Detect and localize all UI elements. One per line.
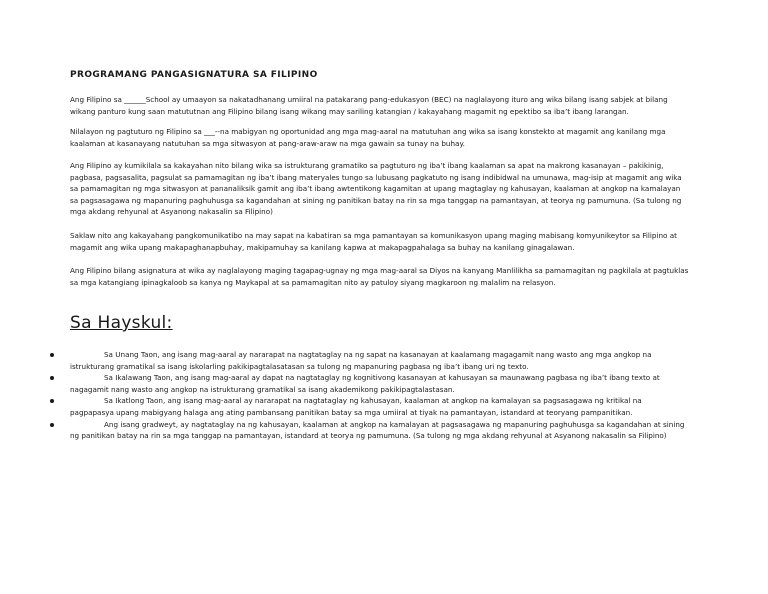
document-title: PROGRAMANG PANGASIGNATURA SA FILIPINO — [70, 70, 318, 80]
paragraph-line: pagbasa, pagsasalita, pagsulat sa pamamagitan ng iba’t ibang materyales tungo sa lubusang pagkatuto ng isang indibidwal na umunawa, mag-isip at magamit ang wika — [70, 172, 682, 182]
list-item-line: Sa Unang Taon, ang isang mag-aaral ay nararapat na nagtataglay na ng sapat na kasanayan at kaalamang magagamit nang wasto ang mga angkop na — [104, 350, 652, 359]
bullet-icon — [50, 353, 54, 357]
list-item — [0, 372, 768, 395]
paragraph-5 — [70, 265, 710, 288]
list-item — [0, 395, 768, 418]
paragraph-line: Ang Filipino sa ______School ay umaayon sa nakatadhanang umiiral na patakarang pang-edukasyon (BEC) na naglalayong ituro ang wika bilang isang sabjek at bilang — [70, 95, 668, 104]
paragraph-4 — [70, 230, 710, 253]
list-item — [0, 349, 768, 372]
section-heading: Sa Hayskul: — [70, 313, 173, 333]
list-item-line: istrukturang gramatikal sa isang iskolarling pakikipagtalasatasan sa tulong ng mapanuring pagbasa ng iba’t ibang uri ng texto. — [70, 361, 529, 371]
bullet-list — [0, 349, 768, 442]
paragraph-2 — [70, 126, 710, 149]
paragraph-line: kaalaman at kasanayang natutuhan sa mga sitwasyon at pang-araw-araw na mga gawain sa tunay na buhay. — [70, 138, 465, 148]
bullet-icon — [50, 423, 54, 427]
paragraph-line: sa pamamagitan ng mga sitwasyon at pananaliksik gamit ang iba’t ibang awtentikong kagamitan at upang magtaglay ng kahusayan, kaalaman at angkop na kamalayan — [70, 184, 681, 193]
paragraph-3 — [70, 160, 710, 218]
paragraph-line: Nilalayon ng pagtuturo ng Filipino sa ___--na mabigyan ng oportunidad ang mga mag-aaral na matutuhan ang wika sa isang konstekto at magamit ang kanilang mga — [70, 127, 666, 136]
list-item-line: nagagamit nang wasto ang angkop na istrukturang gramatikal sa isang akademikong pakikipagtalastasan. — [70, 384, 455, 394]
list-item-line: pagpapasya upang mabigyang halaga ang ating pambansang panitikan batay sa mga umiiral at tiyak na pamantayan, istandard at teoryang pampanitikan. — [70, 407, 633, 417]
paragraph-line: wikang panturo kung saan matututnan ang Filipino bilang isang wikang may sariling katangian / kakayahang magamit ng epektibo sa iba’t ibang larangan. — [70, 106, 629, 116]
list-item-line: Sa Ikalawang Taon, ang isang mag-aaral ay dapat na nagtataglay ng kognitivong kasanayan at kahusayan sa maunawang pagbasa ng iba’t ibang texto at — [104, 373, 660, 383]
list-item-line: Sa Ikatlong Taon, ang isang mag-aaral ay nararapat na nagtataglay ng kahusayan, kaalaman at angkop na kamalayan sa pagsasagawa ng kritikal na — [104, 396, 642, 406]
list-item-line: Ang isang gradweyt, ay nagtataglay na ng kahusayan, kaalaman at angkop na kamalayan at pagsasagawa ng mapanuring paghuhusga sa kagandahan at sining — [104, 419, 685, 429]
paragraph-line: Ang Filipino bilang asignatura at wika ay naglalayong maging tagapag-ugnay ng mga mag-aaral sa Diyos na kanyang Manlilikha sa pamamagitan ng pagkilala at pagtuklas — [70, 266, 689, 275]
paragraph-line: mga akdang rehyunal at Asyanong nakasalin sa Filipino) — [70, 207, 273, 216]
list-item-line: ng panitikan batay na rin sa mga tanggap na pamantayan, istandard at teorya ng pamumuna. (Sa tulong ng mga akdang rehyunal at Asyanong nakasalin sa Filipino) — [70, 431, 667, 441]
paragraph-line: Saklaw nito ang kakayahang pangkomunikatibo na may sapat na kabatiran sa mga pamantayan sa komunikasyon upang maging mabisang komyunikeytor sa Filipino at — [70, 231, 677, 240]
paragraph-line: sa mga katangiang ipinagkaloob sa kanya ng Maykapal at sa pamamagitan nito ay patuloy siyang magkaroon ng malalim na relasyon. — [70, 277, 556, 287]
list-item — [0, 419, 768, 442]
paragraph-line: magamit ang wika upang makapaghanapbuhay, makipamuhay sa kanilang kapwa at makapagpahalaga sa buhay na kanilang ginagalawan. — [70, 242, 575, 252]
paragraph-line: sa pagsasagawa ng mapanuring paghuhusga sa kagandahan at sining ng panitikan batay na rin sa mga tanggap na pamantayan, at teorya ng pamumuna. (Sa tulong ng — [70, 195, 682, 205]
paragraph-1 — [70, 94, 710, 117]
paragraph-line: Ang Filipino ay kumikilala sa kakayahan nito bilang wika sa istrukturang gramatiko sa pagtuturo ng iba’t ibang kaalaman sa apat na makrong kasanayan – pakikinig, — [70, 161, 664, 170]
